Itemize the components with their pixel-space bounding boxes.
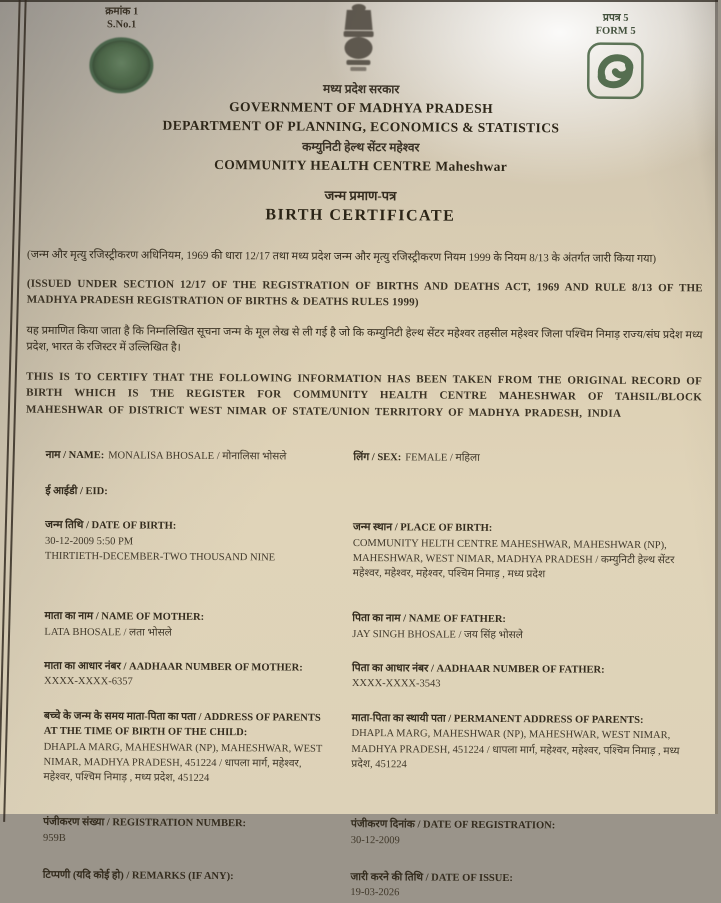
father-name-value: JAY SINGH BHOSALE / जय सिंह भोसले [352,626,692,644]
dob-value-numeric: 30-12-2009 5:50 PM [45,533,331,550]
sex-label: लिंग / SEX: [353,452,401,463]
field-place-of-birth [353,520,694,583]
field-permanent-address [351,711,692,789]
field-birth-address [43,709,351,787]
page-top-edge [0,0,718,2]
act-clause-hi: (जन्म और मृत्यु रजिस्ट्रीकरण अधिनियम, 1969 की धारा 12/17 तथा मध्य प्रदेश जन्म और मृत्यु रजिस्ट्रीकरण नियम 1999 के नियम 8/13 के अंतर्गत जारी किया गया) [27,247,703,268]
government-name-en: GOVERNMENT OF MADHYA PRADESH [2,98,720,119]
father-name-label: पिता का नाम / NAME OF FATHER: [352,611,692,629]
government-oval-seal-icon [89,37,153,93]
row-registration [43,815,691,850]
national-emblem-icon [332,4,385,82]
certify-statement-hi: यह प्रमाणित किया जाता है कि निम्नलिखित सूचना जन्म के मूल लेख से ली गई है जो कि कम्युनिटी हेल्थ सेंटर महेश्वर तहसील महेश्वर जिला पश्चिम निमाड़ राज्य/संघ प्रदेश मध्य प्रदेश, भारत के रजिस्टर में उल्लिखित है। [26,322,702,360]
form-number-hi: प्रपत्र 5 [578,12,654,26]
field-father-aadhaar [352,661,692,694]
name-value: MONALISA BHOSALE / मोनालिसा भोसले [108,450,286,462]
field-eid [45,481,353,501]
row-remarks-issue [43,868,691,903]
certificate-title-hi: जन्म प्रमाण-पत्र [1,183,719,206]
registration-number-label: पंजीकरण संख्या / REGISTRATION NUMBER: [43,815,329,832]
row-name-sex [46,445,694,468]
certificate-fields [0,444,718,902]
mother-aadhaar-value: XXXX-XXXX-6357 [44,674,330,691]
serial-number-hi: क्रमांक 1 [87,5,157,19]
row-aadhaar [44,659,692,694]
crs-swirl-logo-icon [584,40,646,102]
field-registration-number [43,815,351,848]
department-name: DEPARTMENT OF PLANNING, ECONOMICS & STATISTICS [2,117,720,138]
mother-name-value: LATA BHOSALE / लता भोसले [44,624,330,641]
field-father-name [352,611,692,644]
remarks-label: टिप्पणी (यदि कोई हो) / REMARKS (IF ANY): [43,868,329,885]
permanent-address-value: DHAPLA MARG, MAHESHWAR (NP), MAHESHWAR, WEST NIMAR, MADHYA PRADESH, 451224 / धापला मार्ग, महेश्वर, महेश्वर, पश्चिम निमाड़ , मध्य प्रदेश, 451224 [351,726,692,774]
registration-date-label: पंजीकरण दिनांक / DATE OF REGISTRATION: [351,817,691,835]
government-name-hi: मध्य प्रदेश सरकार [2,78,720,100]
mother-aadhaar-label: माता का आधार नंबर / AADHAAR NUMBER OF MOTHER: [44,659,330,676]
field-sex [353,447,693,468]
act-clause-en: (ISSUED UNDER SECTION 12/17 OF THE REGISTRATION OF BIRTHS AND DEATHS ACT, 1969 AND RULE 8/13 OF THE MADHYA PRADESH REGISTRATION OF BIRTHS & DEATHS RULES 1999) [27,275,703,313]
eid-label: ई आईडी / EID: [45,486,107,497]
row-parent-names [44,609,692,644]
field-registration-date [351,817,691,850]
dob-label: जन्म तिथि / DATE OF BIRTH: [45,518,331,535]
birth-address-value: DHAPLA MARG, MAHESHWAR (NP), MAHESHWAR, WEST NIMAR, MADHYA PRADESH, 451224 / धापला मार्ग, महेश्वर, महेश्वर, पश्चिम निमाड़ , मध्य प्रदेश, 451224 [43,739,329,787]
statutory-paragraphs [0,246,719,422]
row-birth [45,518,693,583]
serial-number-en: S.No.1 [87,18,157,32]
field-name [46,445,354,465]
field-issue-date [350,870,690,903]
permanent-address-label: माता-पिता का स्थायी पता / PERMANENT ADDRESS OF PARENTS: [352,711,692,729]
mother-name-label: माता का नाम / NAME OF MOTHER: [44,609,330,626]
row-eid [45,481,693,504]
form-number-block [577,12,654,103]
father-aadhaar-value: XXXX-XXXX-3543 [352,676,692,694]
certificate-title-en: BIRTH CERTIFICATE [1,204,719,227]
name-label: नाम / NAME: [46,450,105,461]
row-addresses [43,709,692,790]
dob-value-words: THIRTIETH-DECEMBER-TWO THOUSAND NINE [45,549,331,566]
health-centre-hi: कम्युनिटी हेल्थ सेंटर महेश्वर [2,136,720,158]
pob-value: COMMUNITY HELTH CENTRE MAHESHWAR, MAHESHWAR (NP), MAHESHWAR, WEST NIMAR, MADHYA PRADESH / कम्युनिटी हेल्थ सेंटर महेश्वर, महेश्वर, महेश्वर, पश्चिम निमाड़ , मध्य प्रदेश [353,536,694,584]
registration-date-value: 30-12-2009 [351,832,691,850]
issue-date-value: 19-03-2026 [350,885,690,903]
form-number-en: FORM 5 [578,25,654,39]
field-mother-aadhaar [44,659,352,692]
certify-statement-en: THIS IS TO CERTIFY THAT THE FOLLOWING INFORMATION HAS BEEN TAKEN FROM THE ORIGINAL RECORD OF BIRTH WHICH IS THE REGISTER FOR COMMUNITY HEALTH CENTRE MAHESHWAR OF TAHSIL/BLOCK MAHESHWAR OF DISTRICT WEST NIMAR OF STATE/UNION TERRITORY OF MADHYA PRADESH, INDIA [26,368,702,422]
father-aadhaar-label: पिता का आधार नंबर / AADHAAR NUMBER OF FATHER: [352,661,692,679]
serial-number-block [86,5,157,94]
field-mother-name [44,609,352,642]
health-centre-en: COMMUNITY HEALTH CENTRE Maheshwar [2,155,720,176]
birth-address-label: बच्चे के जन्म के समय माता-पिता का पता / ADDRESS OF PARENTS AT THE TIME OF BIRTH OF THE CHILD: [44,709,330,741]
registration-number-value: 959B [43,830,329,847]
sex-value: FEMALE / महिला [405,452,480,464]
pob-label: जन्म स्थान / PLACE OF BIRTH: [353,520,693,538]
field-remarks [43,868,351,901]
page-right-edge [715,0,718,814]
field-date-of-birth [45,518,353,581]
issue-date-label: जारी करने की तिथि / DATE OF ISSUE: [350,870,690,888]
